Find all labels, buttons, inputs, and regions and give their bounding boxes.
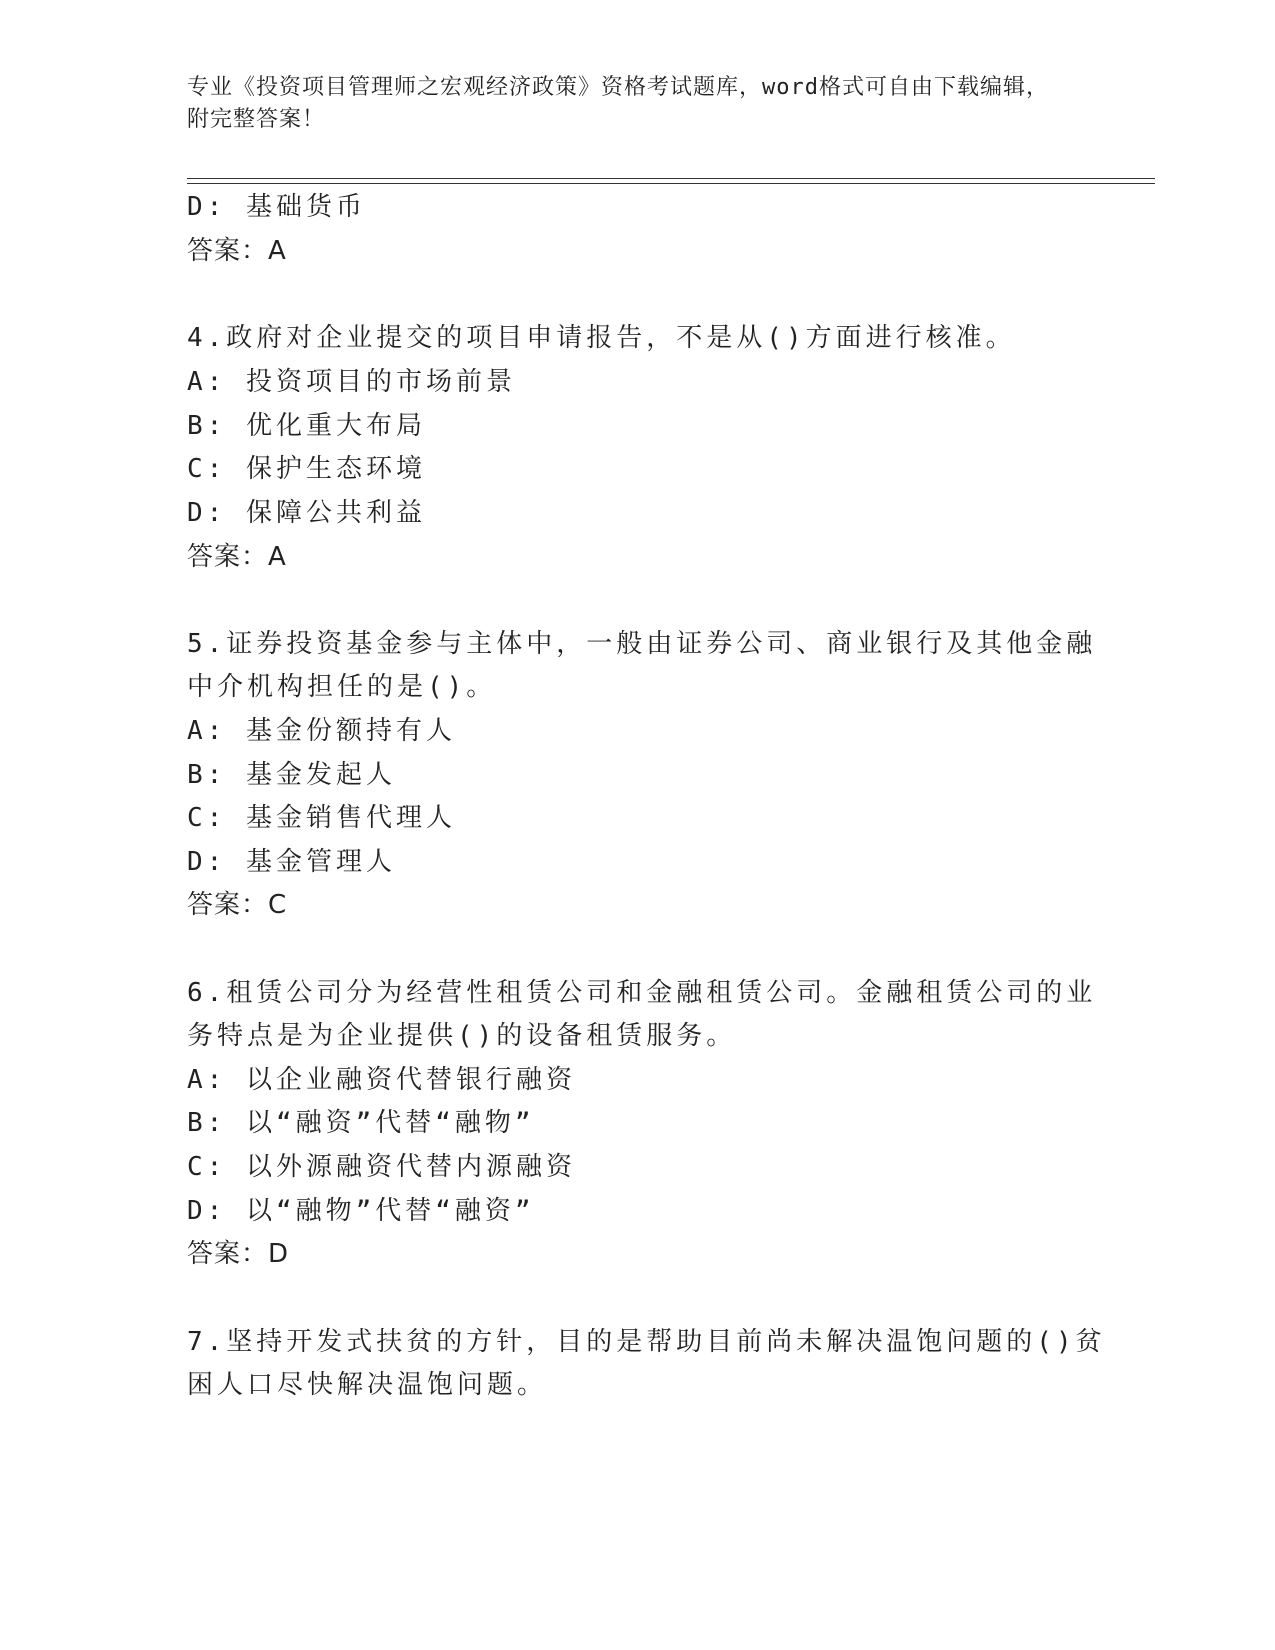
option-a-q4: A: 投资项目的市场前景 xyxy=(187,367,516,397)
option-d-q3: D: 基础货币 xyxy=(187,192,366,222)
option-d-q4: D: 保障公共利益 xyxy=(187,498,426,528)
question-7-line-1: 7.坚持开发式扶贫的方针，目的是帮助目前尚未解决温饱问题的()贫 xyxy=(187,1327,1106,1357)
header-rule-bottom xyxy=(187,183,1155,184)
option-c-q4: C: 保护生态环境 xyxy=(187,454,426,484)
option-a-q5: A: 基金份额持有人 xyxy=(187,716,456,746)
answer-q6: 答案：D xyxy=(187,1239,290,1269)
option-c-q5: C: 基金销售代理人 xyxy=(187,803,456,833)
question-7-line-2: 困人口尽快解决温饱问题。 xyxy=(187,1370,548,1400)
question-5-line-1: 5.证券投资基金参与主体中，一般由证券公司、商业银行及其他金融 xyxy=(187,629,1097,659)
answer-q5: 答案：C xyxy=(187,890,288,920)
option-a-q6: A: 以企业融资代替银行融资 xyxy=(187,1065,576,1095)
option-b-q5: B: 基金发起人 xyxy=(187,760,396,790)
option-c-q6: C: 以外源融资代替内源融资 xyxy=(187,1152,576,1182)
question-4: 4.政府对企业提交的项目申请报告，不是从()方面进行核准。 xyxy=(187,323,1016,353)
option-b-q4: B: 优化重大布局 xyxy=(187,411,426,441)
question-6-line-1: 6.租赁公司分为经营性租赁公司和金融租赁公司。金融租赁公司的业 xyxy=(187,978,1097,1008)
option-b-q6: B: 以“融资”代替“融物” xyxy=(187,1108,535,1138)
answer-q4: 答案：A xyxy=(187,542,287,572)
option-d-q5: D: 基金管理人 xyxy=(187,847,396,877)
page-header: 专业《投资项目管理师之宏观经济政策》资格考试题库，word格式可自由下载编辑，附完整答案！ xyxy=(187,75,1049,132)
question-5-line-2: 中介机构担任的是()。 xyxy=(187,672,497,702)
question-6-line-2: 务特点是为企业提供()的设备租赁服务。 xyxy=(187,1021,737,1051)
answer-q3: 答案：A xyxy=(187,236,287,266)
header-rule-top xyxy=(187,178,1155,179)
option-d-q6: D: 以“融物”代替“融资” xyxy=(187,1196,535,1226)
